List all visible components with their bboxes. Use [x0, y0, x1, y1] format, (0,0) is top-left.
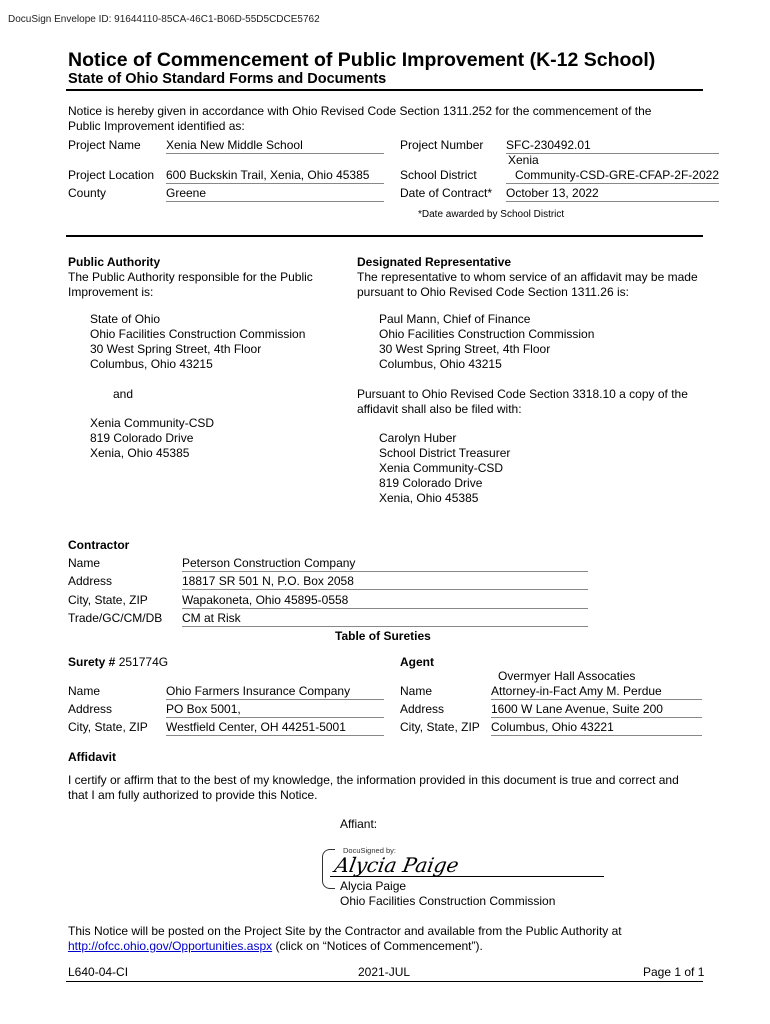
footer-page-number: Page 1 of 1	[643, 965, 705, 979]
signer-organization: Ohio Facilities Construction Commission	[340, 894, 556, 908]
agent-address-field[interactable]: 1600 W Lane Avenue, Suite 200	[491, 702, 702, 718]
treasurer-address-line: School District Treasurer	[379, 446, 511, 460]
authority-address-line: Columbus, Ohio 43215	[90, 357, 213, 371]
project-location-label: Project Location	[68, 168, 155, 182]
treasurer-address-line: Xenia Community-CSD	[379, 461, 504, 475]
school-district-label: School District	[400, 168, 477, 182]
affidavit-text-line2: that I am fully authorized to provide this Notice.	[68, 788, 318, 802]
footer-revision-date: 2021-JUL	[358, 965, 411, 979]
authority-address-line: 30 West Spring Street, 4th Floor	[90, 342, 262, 356]
agent-city-label: City, State, ZIP	[400, 720, 480, 734]
surety-heading: Surety # 251774G	[68, 655, 169, 669]
school-district-line1: Xenia	[508, 153, 539, 167]
contractor-name-field[interactable]: Peterson Construction Company	[182, 556, 588, 572]
signature-line	[330, 876, 604, 877]
affidavit-heading: Affidavit	[68, 750, 116, 764]
header-rule	[66, 89, 703, 91]
posting-notice-line2: http://ofcc.ohio.gov/Opportunities.aspx (click on “Notices of Commencement”).	[68, 939, 483, 953]
authority-address-line: Ohio Facilities Construction Commission	[90, 327, 306, 341]
copy-notice-line2: affidavit shall also be filed with:	[357, 402, 522, 416]
rep-address-line: Paul Mann, Chief of Finance	[379, 312, 531, 326]
date-of-contract-label: Date of Contract*	[400, 186, 493, 200]
agent-name-label: Name	[400, 684, 433, 698]
signature-image: Alycia Paige	[332, 853, 461, 877]
section-rule	[66, 235, 703, 237]
contractor-trade-field[interactable]: CM at Risk	[182, 611, 588, 627]
surety-name-field[interactable]: Ohio Farmers Insurance Company	[166, 684, 384, 700]
treasurer-address-line: Xenia, Ohio 45385	[379, 491, 479, 505]
designated-rep-heading: Designated Representative	[357, 255, 512, 269]
intro-text-line2: Public Improvement identified as:	[68, 119, 245, 133]
signer-name: Alycia Paige	[340, 879, 407, 893]
county-label: County	[68, 186, 107, 200]
contractor-trade-label: Trade/GC/CM/DB	[68, 611, 163, 625]
agent-address-label: Address	[400, 702, 445, 716]
rep-address-line: Ohio Facilities Construction Commission	[379, 327, 595, 341]
surety-address-label: Address	[68, 702, 113, 716]
posting-notice-line1: This Notice will be posted on the Project Site by the Contractor and available from the Public Authority at	[68, 924, 622, 938]
project-name-label: Project Name	[68, 138, 141, 152]
docusigned-by-label: DocuSigned by:	[343, 846, 396, 855]
county-field[interactable]: Greene	[166, 186, 384, 202]
project-number-field[interactable]: SFC-230492.01	[506, 138, 719, 154]
footer-form-number: L640-04-CI	[68, 965, 129, 979]
agent-city-field[interactable]: Columbus, Ohio 43221	[491, 720, 702, 736]
contractor-city-label: City, State, ZIP	[68, 593, 148, 607]
affiant-label: Affiant:	[340, 817, 378, 831]
rep-address-line: 30 West Spring Street, 4th Floor	[379, 342, 551, 356]
contractor-address-field[interactable]: 18817 SR 501 N, P.O. Box 2058	[182, 574, 588, 590]
designated-rep-desc-line1: The representative to whom service of an affidavit may be made	[357, 270, 698, 284]
surety-city-label: City, State, ZIP	[68, 720, 148, 734]
public-authority-desc-line1: The Public Authority responsible for the Public	[68, 270, 313, 284]
designated-rep-desc-line2: pursuant to Ohio Revised Code Section 1311.26 is:	[357, 285, 629, 299]
authority-address-line: State of Ohio	[90, 312, 161, 326]
docusign-envelope-id: DocuSign Envelope ID: 91644110-85CA-46C1-B06D-55D5CDCE5762	[8, 14, 320, 25]
copy-notice-line1: Pursuant to Ohio Revised Code Section 3318.10 a copy of the	[357, 387, 688, 401]
affidavit-text-line1: I certify or affirm that to the best of my knowledge, the information provided in this document is true and correct and	[68, 773, 679, 787]
page-title: Notice of Commencement of Public Improvement (K-12 School)	[68, 49, 656, 71]
surety-name-label: Name	[68, 684, 101, 698]
intro-text-line1: Notice is hereby given in accordance with Ohio Revised Code Section 1311.252 for the commencement of the	[68, 104, 652, 118]
date-of-contract-field[interactable]: October 13, 2022	[506, 186, 719, 202]
treasurer-address-line: 819 Colorado Drive	[379, 476, 483, 490]
district-address-line: Xenia Community-CSD	[90, 416, 215, 430]
surety-city-field[interactable]: Westfield Center, OH 44251-5001	[166, 720, 384, 736]
district-address-line: 819 Colorado Drive	[90, 431, 194, 445]
page-subtitle: State of Ohio Standard Forms and Documents	[68, 71, 387, 87]
ofcc-opportunities-link[interactable]: http://ofcc.ohio.gov/Opportunities.aspx	[68, 939, 273, 953]
district-address-line: Xenia, Ohio 45385	[90, 446, 190, 460]
school-district-field[interactable]: Community-CSD-GRE-CFAP-2F-2022	[506, 168, 719, 184]
agent-firm-name: Overmyer Hall Assocaties	[498, 669, 636, 683]
date-footnote: *Date awarded by School District	[418, 209, 565, 220]
rep-address-line: Columbus, Ohio 43215	[379, 357, 502, 371]
treasurer-address-line: Carolyn Huber	[379, 431, 457, 445]
contractor-address-label: Address	[68, 574, 113, 588]
contractor-city-field[interactable]: Wapakoneta, Ohio 45895-0558	[182, 593, 588, 609]
surety-address-field[interactable]: PO Box 5001,	[166, 702, 384, 718]
agent-name-field[interactable]: Attorney-in-Fact Amy M. Perdue	[491, 684, 702, 700]
project-number-label: Project Number	[400, 138, 484, 152]
project-name-field[interactable]: Xenia New Middle School	[166, 138, 384, 154]
agent-heading: Agent	[400, 655, 434, 669]
sureties-heading: Table of Sureties	[335, 629, 431, 643]
and-connector: and	[113, 387, 134, 401]
footer-rule	[66, 981, 703, 982]
contractor-name-label: Name	[68, 556, 101, 570]
docusign-bracket	[322, 849, 335, 889]
project-location-field[interactable]: 600 Buckskin Trail, Xenia, Ohio 45385	[166, 168, 384, 184]
public-authority-heading: Public Authority	[68, 255, 161, 269]
surety-number: 251774G	[118, 655, 169, 669]
public-authority-desc-line2: Improvement is:	[68, 285, 154, 299]
contractor-heading: Contractor	[68, 538, 130, 552]
